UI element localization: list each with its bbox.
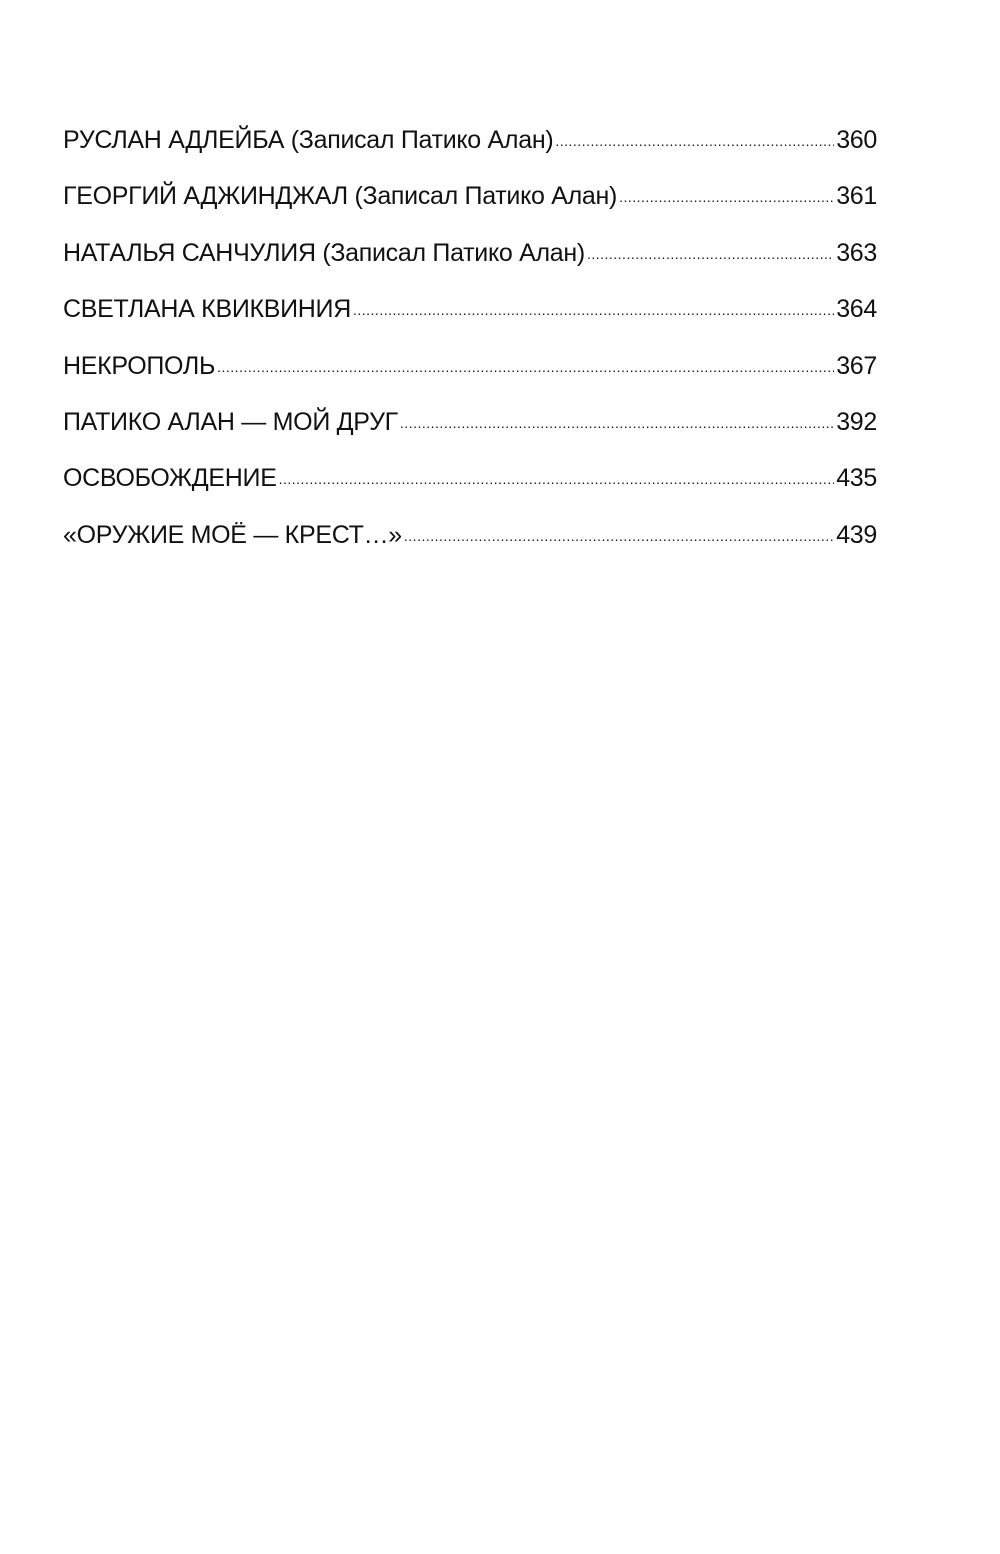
- dot-leader: [353, 285, 834, 332]
- toc-entry: [63, 174, 877, 230]
- dot-leader: [404, 511, 834, 558]
- toc-entry-page-number: 435: [836, 464, 877, 493]
- toc-entry: [63, 513, 877, 569]
- toc-entry-title: ГЕОРГИЙ АДЖИНДЖАЛ (Записал Патико Алан): [63, 182, 618, 211]
- dot-leader: [619, 172, 834, 219]
- toc-entry: [63, 344, 877, 400]
- toc-entry-title: ПАТИКО АЛАН — МОЙ ДРУГ: [63, 407, 398, 436]
- toc-entry: [63, 231, 877, 287]
- table-of-contents: [63, 118, 877, 569]
- toc-entry: [63, 118, 877, 174]
- toc-entry-page-number: 367: [836, 351, 877, 380]
- toc-entry-page-number: 361: [836, 182, 877, 211]
- toc-entry-title: «ОРУЖИЕ МОЁ — КРЕСТ…»: [63, 520, 402, 549]
- toc-entry-page-number: 439: [836, 520, 877, 549]
- toc-entry-title: СВЕТЛАНА КВИКВИНИЯ: [63, 295, 351, 324]
- toc-entry-page-number: 363: [836, 238, 877, 267]
- dot-leader: [400, 398, 834, 445]
- toc-entry: [63, 287, 877, 343]
- toc-entry-title: НЕКРОПОЛЬ: [63, 351, 216, 380]
- dot-leader: [217, 342, 834, 389]
- toc-entry-page-number: 360: [836, 126, 877, 154]
- toc-entry-title: РУСЛАН АДЛЕЙБА (Записал Патико Алан): [63, 126, 554, 154]
- toc-entry: [63, 456, 877, 512]
- dot-leader: [279, 454, 835, 501]
- toc-entry-title: ОСВОБОЖДЕНИЕ: [63, 464, 277, 493]
- toc-entry-page-number: 364: [836, 295, 877, 324]
- toc-entry-page-number: 392: [836, 407, 877, 436]
- toc-entry-title: НАТАЛЬЯ САНЧУЛИЯ (Записал Патико Алан): [63, 238, 585, 267]
- dot-leader: [555, 116, 834, 163]
- dot-leader: [587, 229, 834, 276]
- toc-entry: [63, 400, 877, 456]
